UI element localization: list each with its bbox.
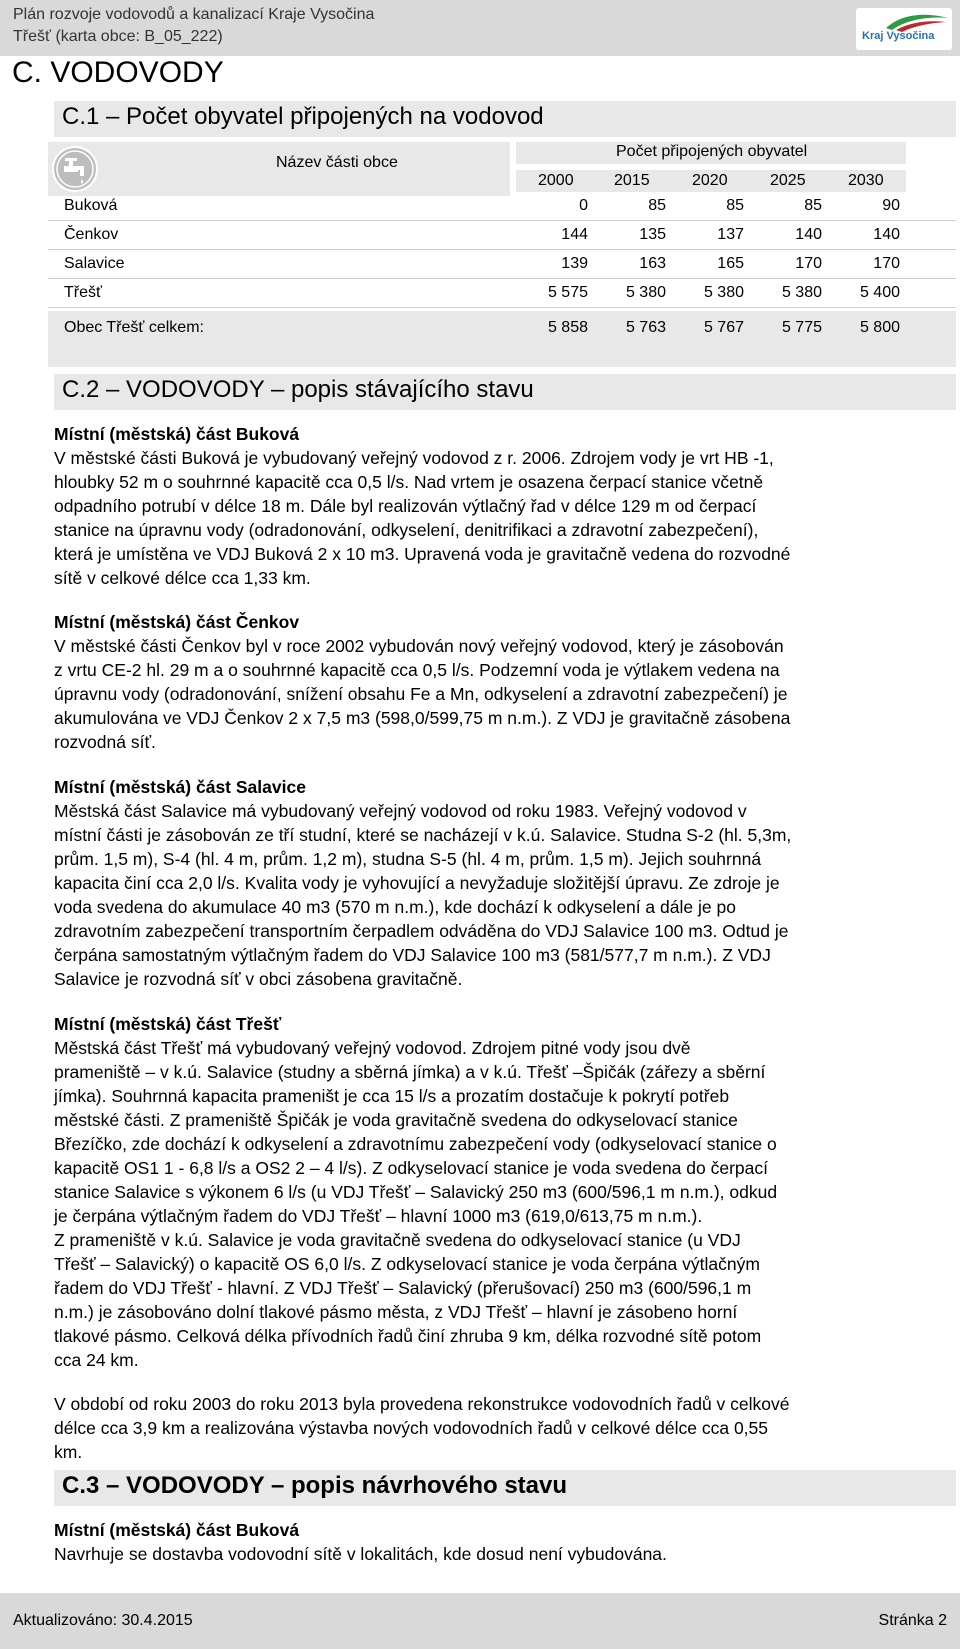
document-title: C. VODOVODY [12,56,224,89]
row-value: 137 [717,226,744,243]
paragraph-line: jímka). Souhrnná kapacita prameništ je cca 15 l/s a prozatím dostačuje k pokrytí potřeb [54,1086,730,1106]
section-c2-header [54,374,956,410]
part-heading: Místní (městská) část Salavice [54,777,306,797]
paragraph-line: Městská část Salavice má vybudovaný veřejný vodovod od roku 1983. Veřejný vodovod v [54,801,747,821]
row-value: 170 [873,255,900,272]
table-name-header-cell [48,142,510,196]
year-header: 2015 [614,172,650,189]
paragraph-line: akumulována ve VDJ Čenkov 2 x 7,5 m3 (598,0/599,75 m n.m.). Z VDJ je gravitačně zásobena [54,708,791,728]
section-c2-title: C.2 – VODOVODY – popis stávajícího stavu [62,376,534,403]
paragraph-line: kapacitě OS1 1 - 6,8 l/s a OS2 2 – 4 l/s). Z odkyselovací stanice je voda svedena do čerpací [54,1158,768,1178]
logo-text: Kraj Vysočina [862,30,935,42]
row-name: Třešť [64,284,102,301]
paragraph-line: městské části. Z prameniště Špičák je voda gravitačně svedena do odkyselovací stanice [54,1110,738,1130]
part-salavice [54,775,954,991]
page-footer [0,1593,960,1649]
paragraph-line: cca 24 km. [54,1350,139,1370]
part-bukova-proposal [54,1518,954,1566]
section-c3-header [54,1470,956,1506]
paragraph-line: hloubky 52 m o souhrnné kapacitě cca 0,5 l/s. Nad vrtem je osazena čerpací stanice včetně [54,472,764,492]
paragraph-line: stanice na úpravnu vody (odradonování, odkyselení, denitrifikaci a zdravotní zabezpečení), [54,520,759,540]
paragraph-line: z vrtu CE-2 hl. 29 m a o souhrnné kapacitě cca 0,5 l/s. Podzemní voda je výtlakem vedena na [54,660,780,680]
year-header: 2025 [770,172,806,189]
total-value: 5 763 [625,319,666,336]
year-header: 2000 [538,172,574,189]
table-group-header-cell [516,142,906,164]
header-title: Plán rozvoje vodovodů a kanalizací Kraje Vysočina [13,6,375,23]
table-years-header-row [516,170,906,192]
row-value: 90 [882,197,900,214]
paragraph-line: odpadního potrubí v délce 18 m. Dále byl realizován výtlačný řad v délce 129 m od čerpací [54,496,757,516]
paragraph-line: úpravnu vody (odradonování, snížení obsahu Fe a Mn, odkyselení a zdravotní zabezpečení) je [54,684,788,704]
paragraph-line: Salavice je rozvodná síť v obci zásobena gravitačně. [54,969,463,989]
paragraph-line: stanice Salavice s výkonem 6 l/s (u VDJ Třešť – Salavický 250 m3 (600/596,1 m n.m.), odkud [54,1182,778,1202]
total-value: 5 767 [703,319,744,336]
row-divider [48,220,956,221]
kraj-vysocina-logo [856,8,952,50]
updated-date: Aktualizováno: 30.4.2015 [13,1612,193,1629]
paragraph-line: prům. 1,5 m), S-4 (hl. 4 m, prům. 1,2 m), studna S-5 (hl. 4 m, prům. 1,5 m). Jejich souhrnná [54,849,762,869]
paragraph-line: voda svedena do akumulace 40 m3 (570 m n.m.), kde dochází k odkyselení a dále je po [54,897,736,917]
part-heading: Místní (městská) část Buková [54,424,300,444]
column-header-name: Název části obce [276,154,398,171]
row-value: 0 [579,197,588,214]
row-divider [48,278,956,279]
page-number: Stránka 2 [878,1612,947,1629]
row-value: 85 [804,197,822,214]
row-value: 170 [795,255,822,272]
paragraph-line: Městská část Třešť má vybudovaný veřejný vodovod. Zdrojem pitné vody jsou dvě [54,1038,691,1058]
water-tap-icon [50,144,100,194]
paragraph-line: kapacita činí cca 2,0 l/s. Kvalita vody je vyhovující a nevyžaduje složitější úpravu. Ze zdroje je [54,873,780,893]
row-value: 140 [873,226,900,243]
paragraph-line: která je umístěna ve VDJ Buková 2 x 10 m3. Upravená voda je gravitačně vedena do rozvodné [54,544,791,564]
row-value: 139 [561,255,588,272]
paragraph-line: Z prameniště v k.ú. Salavice je voda gravitačně svedena do odkyselovací stanice (u VDJ [54,1230,741,1250]
part-reconstruction [54,1392,954,1464]
section-c3-title: C.3 – VODOVODY – popis návrhového stavu [62,1472,568,1499]
logo-swoosh-icon [856,8,952,50]
total-value: 5 858 [547,319,588,336]
page-header [0,0,960,56]
paragraph-line: sítě v celkové délce cca 1,33 km. [54,568,311,588]
paragraph-line: V městské části Čenkov byl v roce 2002 vybudován nový veřejný vodovod, který je zásobován [54,636,784,656]
row-value: 165 [717,255,744,272]
row-value: 5 380 [625,284,666,301]
row-name: Salavice [64,255,125,272]
row-value: 5 380 [781,284,822,301]
row-name: Buková [64,197,118,214]
row-divider [48,307,956,308]
year-header: 2020 [692,172,728,189]
section-c1-header [54,101,956,137]
row-value: 135 [639,226,666,243]
paragraph-line: Navrhuje se dostavba vodovodní sítě v lokalitách, kde dosud není vybudována. [54,1544,667,1564]
paragraph-line: km. [54,1442,83,1462]
total-value: 5 800 [859,319,900,336]
row-divider [48,249,956,250]
part-heading: Místní (městská) část Čenkov [54,612,300,632]
row-value: 85 [648,197,666,214]
paragraph-line: prameniště – v k.ú. Salavice (studny a sběrná jímka) a v k.ú. Třešť –Špičák (zářezy a sběrní [54,1062,766,1082]
column-header-group: Počet připojených obyvatel [616,143,808,160]
part-heading: Místní (městská) část Buková [54,1520,300,1540]
paragraph-line: čerpána samostatným výtlačným řadem do VDJ Salavice 100 m3 (581/577,7 m n.m.). Z VDJ [54,945,771,965]
table-total-row [48,311,956,367]
part-bukova [54,422,954,590]
paragraph-line: zdravotním zabezpečení transportním čerpadlem odváděna do VDJ Salavice 100 m3. Odtud je [54,921,789,941]
paragraph-line: místní části je zásobován ze tří studní, které se nacházejí v k.ú. Salavice. Studna S-2 (hl. 5,3m, [54,825,792,845]
row-value: 140 [795,226,822,243]
paragraph-line: rozvodná síť. [54,732,156,752]
row-name: Čenkov [64,226,119,243]
part-heading: Místní (městská) část Třešť [54,1014,282,1034]
paragraph-line: V období od roku 2003 do roku 2013 byla provedena rekonstrukce vodovodních řadů v celkové [54,1394,790,1414]
header-subtitle: Třešť (karta obce: B_05_222) [13,28,223,45]
paragraph-line: délce cca 3,9 km a realizována výstavba nových vodovodních řadů v celkové délce cca 0,55 [54,1418,769,1438]
row-value: 5 400 [859,284,900,301]
part-cenkov [54,610,954,754]
paragraph-line: n.m.) je zásobováno dolní tlakové pásmo města, z VDJ Třešť – hlavní je zásobeno horní [54,1302,738,1322]
paragraph-line: Březíčko, zde dochází k odkyselení a zdravotnímu zabezpečení vody (odkyselovací stanice o [54,1134,777,1154]
row-value: 144 [561,226,588,243]
row-value: 163 [639,255,666,272]
paragraph-line: Třešť – Salavický) o kapacitě OS 6,0 l/s. Z odkyselovací stanice je voda čerpána výtlačným [54,1254,760,1274]
paragraph-line: je čerpána výtlačným řadem do VDJ Třešť – hlavní 1000 m3 (619,0/613,75 m n.m.). [54,1206,703,1226]
year-header: 2030 [848,172,884,189]
section-c1-title: C.1 – Počet obyvatel připojených na vodovod [62,103,544,130]
row-value: 5 575 [547,284,588,301]
row-value: 5 380 [703,284,744,301]
total-label: Obec Třešť celkem: [64,319,204,336]
paragraph-line: V městské části Buková je vybudovaný veřejný vodovod z r. 2006. Zdrojem vody je vrt HB -1, [54,448,774,468]
row-value: 85 [726,197,744,214]
paragraph-line: řadem do VDJ Třešť - hlavní. Z VDJ Třešť – Salavický (přerušovací) 250 m3 (600/596,1 m [54,1278,752,1298]
total-value: 5 775 [781,319,822,336]
part-trest [54,1012,954,1372]
paragraph-line: tlakové pásmo. Celková délka přívodních řadů činí zhruba 9 km, délka rozvodné sítě potom [54,1326,762,1346]
